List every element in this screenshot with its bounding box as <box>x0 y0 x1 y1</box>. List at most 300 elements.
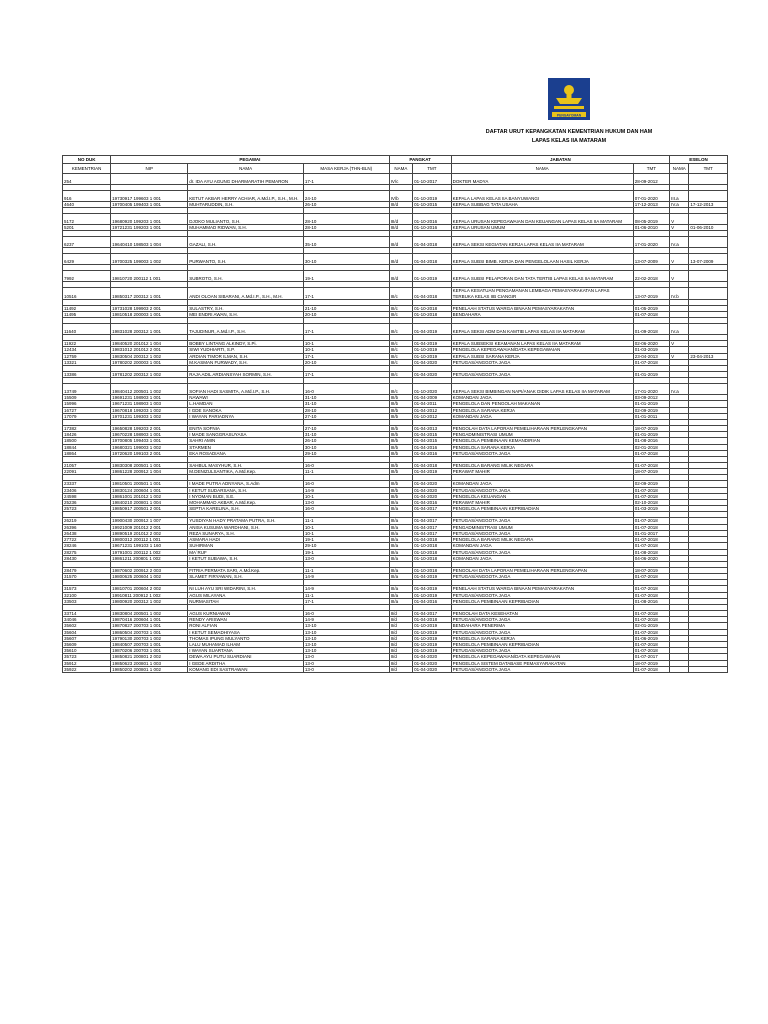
cell-jabatan: PENGADMINISTRASI UMUM <box>451 524 633 530</box>
cell-masa-kerja: 20-10 <box>303 359 389 365</box>
cell-jabatan-tmt: 02-01-2018 <box>633 444 669 450</box>
cell-eselon-tmt: 17-12-2013 <box>689 202 728 208</box>
cell-jabatan: PENGELOLA PEMBINAAN KEPRIBADIAN <box>451 598 633 604</box>
col-eselon: ESELON <box>670 156 728 164</box>
cell-pangkat: III/b <box>389 432 413 438</box>
cell-pangkat-tmt: 01-04-2013 <box>413 426 452 432</box>
cell-pangkat-tmt: 01-04-2019 <box>413 324 452 335</box>
cell-pangkat-tmt: 01-10-2019 <box>413 635 452 641</box>
cell-nip: 19830804 200501 1 002 <box>111 610 188 616</box>
cell-pangkat-tmt: 01-10-2018 <box>413 555 452 561</box>
cell-kementrian: 18500 <box>63 438 111 444</box>
cell-pangkat-tmt: 01-10-2019 <box>413 623 452 629</box>
cell-eselon-tmt <box>689 191 728 202</box>
cell-nama: NAWAWI <box>188 395 304 401</box>
cell-kementrian: 6429 <box>63 254 111 265</box>
cell-kementrian: 35610 <box>63 648 111 654</box>
cell-masa-kerja: 17-1 <box>303 598 389 604</box>
col-pangkat-nama: NAMA <box>389 164 413 174</box>
cell-pangkat: III/b <box>389 426 413 432</box>
cell-kementrian: 13749 <box>63 384 111 395</box>
cell-nip: 19831012 201012 2 001 <box>111 347 188 353</box>
cell-jabatan-tmt: 02-10-2018 <box>633 500 669 506</box>
col-kementrian: KEMENTRIAN <box>63 164 111 174</box>
cell-nip: 19691231 198903 1 001 <box>111 395 188 401</box>
col-masa-kerja: MASA KERJA (THN-BLN) <box>303 164 389 174</box>
cell-pangkat: III/b <box>389 401 413 407</box>
cell-masa-kerja: 24-10 <box>303 191 389 202</box>
cell-pangkat: II/d <box>389 648 413 654</box>
cell-jabatan: PENGOLAH DATA LAPORAN PEMELIHARAAN PERLENGKAPAN <box>451 426 633 432</box>
cell-kementrian: 11495 <box>63 312 111 318</box>
cell-pangkat: II/d <box>389 623 413 629</box>
cell-masa-kerja: 10-1 <box>303 341 389 347</box>
cell-kementrian: 25723 <box>63 506 111 512</box>
cell-pangkat-tmt: 01-04-2015 <box>413 432 452 438</box>
cell-pangkat: III/c <box>389 372 413 378</box>
cell-masa-kerja: 35-10 <box>303 237 389 248</box>
cell-nama: SAHRI AMIN <box>188 438 304 444</box>
cell-nama: YUSDIYAN HADY PRATAMA PUTRA, S.H. <box>188 518 304 524</box>
cell-jabatan: PETUGAS/ANGGOTA JAGA <box>451 549 633 555</box>
cell-jabatan-tmt: 04-06-2020 <box>633 555 669 561</box>
cell-nama: M.KASMAN FURWADY, S.H. <box>188 359 304 365</box>
cell-pangkat-tmt: 01-10-2015 <box>413 202 452 208</box>
cell-eselon: IV.a <box>670 384 689 395</box>
cell-jabatan-tmt: 01-07-2018 <box>633 359 669 365</box>
cell-jabatan-tmt: 01-07-2018 <box>633 524 669 530</box>
cell-pangkat: III/d <box>389 225 413 231</box>
cell-jabatan-tmt: 01-07-2018 <box>633 617 669 623</box>
cell-jabatan: KEPALA URUSAN KEPEGAWAIAN DAN KEUANGAN LAPAS KELAS IIA MATARAM <box>451 214 633 225</box>
cell-pangkat: III/b <box>389 493 413 499</box>
cell-pangkat: III/c <box>389 359 413 365</box>
cell-nip: 19810518 200003 1 001 <box>111 312 188 318</box>
cell-jabatan-tmt: 23-04-2013 <box>633 353 669 359</box>
col-jabatan-nama: NAMA <box>451 164 633 174</box>
cell-kementrian: 22091 <box>63 469 111 475</box>
cell-pangkat-tmt: 01-04-2020 <box>413 487 452 493</box>
cell-jabatan: BENDAHARA <box>451 312 633 318</box>
cell-pangkat-tmt: 01-04-2017 <box>413 506 452 512</box>
cell-masa-kerja: 16-0 <box>303 481 389 487</box>
cell-nama: SAHBUL MASYHUR, S.H. <box>188 463 304 469</box>
cell-kementrian: 28246 <box>63 543 111 549</box>
cell-pangkat-tmt: 01-04-2017 <box>413 524 452 530</box>
cell-nip: 19720620 199103 2 001 <box>111 450 188 456</box>
cell-eselon: V <box>670 271 689 282</box>
cell-nip: 19870602 200912 2 003 <box>111 567 188 573</box>
cell-pangkat-tmt: 01-04-2009 <box>413 395 452 401</box>
cell-masa-kerja: 17-1 <box>303 174 389 185</box>
cell-pangkat: II/d <box>389 610 413 616</box>
duk-table <box>62 155 728 673</box>
cell-eselon: V <box>670 341 689 347</box>
cell-masa-kerja: 19-1 <box>303 271 389 282</box>
cell-jabatan-tmt: 28-09-2012 <box>633 174 669 185</box>
cell-kementrian: 35922 <box>63 666 111 672</box>
table-row <box>63 174 728 185</box>
cell-jabatan: PETUGAS/ANGGOTA JAGA <box>451 450 633 456</box>
cell-pangkat: II/d <box>389 617 413 623</box>
cell-jabatan-tmt: 01-01-2011 <box>633 413 669 419</box>
cell-pangkat-tmt: 01-04-2019 <box>413 341 452 347</box>
cell-pangkat: III/c <box>389 324 413 335</box>
cell-kementrian: 35609 <box>63 641 111 647</box>
cell-kementrian: 11640 <box>63 324 111 335</box>
cell-pangkat: II/d <box>389 660 413 666</box>
cell-nip: 19781202 200312 1 002 <box>111 372 188 378</box>
cell-jabatan: PETUGAS/ANGGOTA JAGA <box>451 372 633 378</box>
cell-masa-kerja: 16-0 <box>303 610 389 616</box>
col-pangkat-tmt: TMT <box>413 164 452 174</box>
cell-jabatan-tmt: 01-07-2018 <box>633 586 669 592</box>
cell-masa-kerja: 16-0 <box>303 506 389 512</box>
cell-pangkat: III/a <box>389 530 413 536</box>
cell-nip: 19830504 200312 1 002 <box>111 353 188 359</box>
cell-nip: 19840507 200703 1 001 <box>111 641 188 647</box>
cell-jabatan-tmt: 17-12-2013 <box>633 202 669 208</box>
cell-kementrian: 23406 <box>63 487 111 493</box>
cell-nama: I KETUT SUBAWA, S.H. <box>188 555 304 561</box>
cell-masa-kerja: 30-10 <box>303 444 389 450</box>
table-header-row-2 <box>63 164 728 174</box>
cell-masa-kerja: 17-1 <box>303 353 389 359</box>
cell-jabatan: PENGELOLA SISTEM DATABASE PEMASYARAKATAN <box>451 660 633 666</box>
cell-pangkat-tmt: 01-10-2018 <box>413 549 452 555</box>
cell-pangkat-tmt: 01-04-2019 <box>413 469 452 475</box>
cell-nama: BOBBY LINTANG ALKINDY, S.Pi. <box>188 341 304 347</box>
cell-nip: 19700805 199403 1 001 <box>111 438 188 444</box>
cell-pangkat: III/b <box>389 463 413 469</box>
cell-kementrian: 35604 <box>63 629 111 635</box>
col-jabatan: JABATAN <box>451 156 669 164</box>
cell-kementrian: 33503 <box>63 598 111 604</box>
cell-pangkat-tmt: 01-04-2011 <box>413 401 452 407</box>
col-eselon-nama: NAMA <box>670 164 689 174</box>
cell-pangkat-tmt: 01-04-2017 <box>413 610 452 616</box>
cell-jabatan-tmt: 08-05-2019 <box>633 214 669 225</box>
cell-nama: I MADE SANGGRASUYASA <box>188 432 304 438</box>
cell-pangkat: III/b <box>389 395 413 401</box>
pengayoman-logo-icon <box>546 76 592 122</box>
cell-masa-kerja: 26-10 <box>303 438 389 444</box>
cell-jabatan: BENDAHARA PENERIMA <box>451 623 633 629</box>
cell-nip: 19830308 200501 1 001 <box>111 463 188 469</box>
cell-masa-kerja: 13-0 <box>303 666 389 672</box>
cell-eselon: IV.b <box>670 288 689 299</box>
cell-kementrian: 35607 <box>63 635 111 641</box>
cell-pangkat: III/d <box>389 214 413 225</box>
cell-nip: 19870827 200703 1 001 <box>111 623 188 629</box>
cell-eselon-tmt <box>689 271 728 282</box>
cell-jabatan-tmt: 01-01-2019 <box>633 401 669 407</box>
cell-masa-kerja: 29-10 <box>303 450 389 456</box>
cell-nip: 19840210 200801 1 004 <box>111 500 188 506</box>
cell-eselon-tmt: 01-06-2010 <box>689 225 728 231</box>
cell-jabatan-tmt: 01-07-2018 <box>633 574 669 580</box>
cell-jabatan-tmt: 17-01-2020 <box>633 237 669 248</box>
cell-jabatan: PENGELOLA SARANA KERJA <box>451 635 633 641</box>
cell-jabatan-tmt: 01-07-2018 <box>633 648 669 654</box>
cell-nama: TAJUDINUR, A.Md.I.P., S.H. <box>188 324 304 335</box>
cell-nama: STARMEN <box>188 444 304 450</box>
cell-masa-kerja: 16-0 <box>303 384 389 395</box>
cell-pangkat: III/b <box>389 450 413 456</box>
cell-nama: SUHIRMAN <box>188 543 304 549</box>
cell-nip: 19850623 200801 1 003 <box>111 660 188 666</box>
cell-pangkat-tmt: 01-10-2016 <box>413 225 452 231</box>
cell-kementrian: 13321 <box>63 359 111 365</box>
cell-eselon <box>670 174 689 185</box>
cell-jabatan-tmt: 13-07-2019 <box>633 288 669 299</box>
cell-nama: DEWA AYU PUTU SUARDIANI <box>188 654 304 660</box>
cell-kementrian: 15996 <box>63 401 111 407</box>
cell-nama: ANISA KUSUMA WARDHANI, S.H. <box>188 524 304 530</box>
cell-pangkat: III/b <box>389 481 413 487</box>
cell-jabatan-tmt: 07-01-2020 <box>633 191 669 202</box>
cell-masa-kerja: 10-1 <box>303 493 389 499</box>
table-row <box>63 237 728 248</box>
cell-jabatan-tmt: 18-07-2019 <box>633 567 669 573</box>
cell-jabatan: KEPALA KESATUAN PENGAMANAN LEMBAGA PEMASYARAKATAN LAPAS TERBUKA KELAS IIB CIANGIR <box>451 288 633 299</box>
cell-pangkat: III/b <box>389 413 413 419</box>
cell-nip: 19870416 200604 1 001 <box>111 617 188 623</box>
cell-jabatan: KEPALA URUSAN UMUM <box>451 225 633 231</box>
cell-nama: AGUS MILAYANA <box>188 592 304 598</box>
cell-jabatan-tmt: 01-08-2018 <box>633 549 669 555</box>
cell-masa-kerja: 11-1 <box>303 518 389 524</box>
cell-kementrian: 11492 <box>63 305 111 311</box>
cell-nip: 19830124 200604 1 001 <box>111 487 188 493</box>
cell-masa-kerja: 28-10 <box>303 225 389 231</box>
cell-eselon-tmt <box>689 174 728 185</box>
cell-pangkat: II/d <box>389 635 413 641</box>
cell-kementrian: 4640 <box>63 202 111 208</box>
cell-jabatan: PENELAAH STATUS WARGA BINAAN PEMASYARAKATAN <box>451 305 633 311</box>
cell-kementrian: 5172 <box>63 214 111 225</box>
cell-nama: REZA SUNARYA, S.H. <box>188 530 304 536</box>
cell-pangkat-tmt: 01-04-2020 <box>413 372 452 378</box>
cell-pangkat: III/c <box>389 341 413 347</box>
cell-masa-kerja: 20-10 <box>303 312 389 318</box>
cell-jabatan-tmt: 01-06-2010 <box>633 225 669 231</box>
cell-jabatan-tmt: 01-03-2019 <box>633 506 669 512</box>
cell-nama: ENITA SOFNIA <box>188 426 304 432</box>
cell-masa-kerja: 13-10 <box>303 648 389 654</box>
cell-jabatan: KEPALA SUBSI PELAPORAN DAN TATA TERTIB LAPAS KELAS IIA MATARAM <box>451 271 633 282</box>
cell-jabatan-tmt: 01-06-2019 <box>633 635 669 641</box>
cell-nama: FITRIA PERMATA SARI, A.Md.Kep. <box>188 567 304 573</box>
cell-pangkat-tmt: 01-04-2012 <box>413 407 452 413</box>
cell-jabatan-tmt: 22-02-2018 <box>633 271 669 282</box>
cell-kementrian: 17079 <box>63 413 111 419</box>
cell-pangkat-tmt: 01-04-2018 <box>413 237 452 248</box>
cell-pangkat: III/a <box>389 543 413 549</box>
cell-pangkat-tmt: 01-10-2019 <box>413 648 452 654</box>
table-row <box>63 214 728 225</box>
cell-pangkat-tmt: 01-10-2019 <box>413 629 452 635</box>
cell-nama: ANDI OLOAN SIBARANI, A.Md.I.P., S.H., M.H. <box>188 288 304 299</box>
cell-nip: 19640410 198503 1 004 <box>111 237 188 248</box>
cell-nip: 19870206 200703 1 001 <box>111 648 188 654</box>
col-nip: NIP <box>111 164 188 174</box>
cell-pangkat: II/d <box>389 641 413 647</box>
cell-nama: GAZALI, S.H. <box>188 237 304 248</box>
cell-nip: 19900430 200912 1 007 <box>111 518 188 524</box>
cell-pangkat: III/b <box>389 444 413 450</box>
cell-nama: KETUT AKBAR HERRY ACHIAR, A.Md.I.P., S.H., M.H. <box>188 191 304 202</box>
cell-pangkat-tmt: 01-04-2018 <box>413 288 452 299</box>
cell-jabatan: PENGELOLA SARANA KERJA <box>451 407 633 413</box>
cell-pangkat: III/a <box>389 524 413 530</box>
cell-jabatan: PETUGAS/ANGGOTA JAGA <box>451 592 633 598</box>
cell-pangkat-tmt: 01-10-2019 <box>413 353 452 359</box>
cell-masa-kerja: 13-10 <box>303 623 389 629</box>
cell-pangkat-tmt: 01-04-2018 <box>413 617 452 623</box>
cell-nama: I WAYAN PARIADNYA <box>188 413 304 419</box>
cell-nip: 19850317 200312 1 001 <box>111 288 188 299</box>
cell-nama: RENDY ARISWAN <box>188 617 304 623</box>
cell-jabatan-tmt: 18-07-2019 <box>633 469 669 475</box>
cell-jabatan: PETUGAS/ANGGOTA JAGA <box>451 530 633 536</box>
cell-jabatan: KOMANDAN JAGA <box>451 481 633 487</box>
cell-nama: PURWANTO, S.H. <box>188 254 304 265</box>
cell-kementrian: 11922 <box>63 341 111 347</box>
cell-masa-kerja: 28-10 <box>303 407 389 413</box>
table-row <box>63 324 728 335</box>
cell-pangkat-tmt: 01-04-2017 <box>413 518 452 524</box>
cell-nama: LALU MUHAMAD ILHAM <box>188 641 304 647</box>
cell-jabatan: KEPALA SEKSI BIMBINGAN NAPI/ANAK DIDIK LAPAS KELAS IIA MATARAM <box>451 384 633 395</box>
cell-kementrian: 254 <box>63 174 111 185</box>
cell-pangkat: IV/c <box>389 174 413 185</box>
cell-masa-kerja: 13-10 <box>303 635 389 641</box>
table-row <box>63 191 728 202</box>
cell-masa-kerja: 13-10 <box>303 641 389 647</box>
cell-masa-kerja: 26-10 <box>303 202 389 208</box>
cell-nip: 19840412 200501 1 002 <box>111 384 188 395</box>
cell-jabatan: KOMANDAN JAGA <box>451 413 633 419</box>
cell-pangkat-tmt: 01-04-2017 <box>413 530 452 536</box>
cell-nama: ARDIAN TIMOR ILMAN, S.H. <box>188 353 304 359</box>
cell-pangkat-tmt: 01-04-2020 <box>413 654 452 660</box>
cell-jabatan: PENGELOLA KEPEGAWAIAN/DATA KEPEGAWAIAN <box>451 347 633 353</box>
cell-nip: 19780202 200003 1 001 <box>111 359 188 365</box>
logo-text: PENGAYOMAN <box>556 113 582 118</box>
cell-nip <box>111 174 188 185</box>
cell-jabatan: KOMANDAN JAGA <box>451 555 633 561</box>
cell-nip: 19650828 199203 2 001 <box>111 426 188 432</box>
table-body <box>63 174 728 673</box>
cell-jabatan-tmt: 01-05-2019 <box>633 305 669 311</box>
cell-jabatan-tmt: 02-09-2019 <box>633 407 669 413</box>
cell-jabatan: PETUGAS/ANGGOTA JAGA <box>451 518 633 524</box>
cell-pangkat-tmt: 01-10-2019 <box>413 641 452 647</box>
cell-masa-kerja: 14-9 <box>303 617 389 623</box>
cell-nip: 19721231 199203 1 001 <box>111 225 188 231</box>
cell-eselon: V <box>670 214 689 225</box>
cell-jabatan: PETUGAS/ANGGOTA JAGA <box>451 666 633 672</box>
cell-nip: 19790130 200703 1 002 <box>111 635 188 641</box>
cell-jabatan: KEPALA LAPAS KELAS IIA BANYUWANGI <box>451 191 633 202</box>
cell-jabatan-tmt: 01-07-2018 <box>633 610 669 616</box>
cell-kementrian: 35723 <box>63 654 111 660</box>
cell-jabatan-tmt: 03-09-2012 <box>633 395 669 401</box>
cell-masa-kerja: 19-1 <box>303 537 389 543</box>
cell-nip: 19921009 201012 2 001 <box>111 524 188 530</box>
cell-jabatan: KEPALA SUBSEKSI KEAMANAN LAPAS KELAS IIA MATARAM <box>451 341 633 347</box>
cell-jabatan: PENGELOLA DAN PENGOLAH MAKANAN <box>451 401 633 407</box>
cell-nama: SLAMET FIRYAWAN, S.H. <box>188 574 304 580</box>
cell-eselon-tmt <box>689 237 728 248</box>
cell-pangkat-tmt: 01-04-2020 <box>413 481 452 487</box>
cell-nip: 19671231 199103 1 160 <box>111 543 188 549</box>
cell-nip: 19810720 200112 1 001 <box>111 271 188 282</box>
cell-nip: 19890519 201012 2 002 <box>111 530 188 536</box>
cell-jabatan-tmt: 01-07-2018 <box>633 312 669 318</box>
cell-nama: EKA ROSADIANA <box>188 450 304 456</box>
cell-nip: 19850917 200501 2 001 <box>111 506 188 512</box>
cell-jabatan: PENGELOLA BARANG MILIK NEGARA <box>451 463 633 469</box>
cell-jabatan: PENGOLAH DATA KESEHATAN <box>451 610 633 616</box>
cell-jabatan: PETUGAS/ANGGOTA JAGA <box>451 648 633 654</box>
cell-nama: NI LUH AYU SRI WIDARINI, S.H. <box>188 586 304 592</box>
cell-nip: 19861228 200912 1 004 <box>111 469 188 475</box>
cell-masa-kerja: 14-9 <box>303 586 389 592</box>
cell-pangkat: III/c <box>389 288 413 299</box>
cell-pangkat-tmt: 01-10-2019 <box>413 271 452 282</box>
cell-nip: 19861001 201012 1 002 <box>111 493 188 499</box>
cell-masa-kerja: 31-10 <box>303 401 389 407</box>
cell-jabatan-tmt: 01-07-2018 <box>633 537 669 543</box>
cell-nip: 19731028 199903 2 001 <box>111 305 188 311</box>
cell-jabatan-tmt: 01-07-2018 <box>633 463 669 469</box>
cell-jabatan: PETUGAS/ANGGOTA JAGA <box>451 574 633 580</box>
cell-jabatan: KEPALA SEKSI KEGIATAN KERJA LAPAS KELAS IIA MATARAM <box>451 237 633 248</box>
cell-eselon-tmt: 23-04-2013 <box>689 353 728 359</box>
cell-eselon: IV.a <box>670 237 689 248</box>
cell-jabatan: KEPALA SUBSI SARANA KERJA <box>451 353 633 359</box>
cell-pangkat: III/c <box>389 312 413 318</box>
cell-pangkat: III/c <box>389 353 413 359</box>
cell-pangkat-tmt: 01-04-2016 <box>413 500 452 506</box>
cell-jabatan: PERAWAT MAHIR <box>451 500 633 506</box>
cell-jabatan-tmt: 02-06-2020 <box>633 341 669 347</box>
cell-kementrian: 26438 <box>63 530 111 536</box>
cell-nama: SUBROTO, S.H. <box>188 271 304 282</box>
cell-masa-kerja: 19-1 <box>303 549 389 555</box>
cell-nip: 19670818 199203 1 002 <box>111 407 188 413</box>
cell-masa-kerja: 27-10 <box>303 426 389 432</box>
cell-pangkat: III/a <box>389 500 413 506</box>
cell-nip: 19700325 199003 1 002 <box>111 254 188 265</box>
cell-nip: 19910811 200912 1 002 <box>111 592 188 598</box>
cell-nama: I KETUT SUDARSANA, S.H. <box>188 487 304 493</box>
cell-masa-kerja: 31-10 <box>303 432 389 438</box>
col-pangkat: PANGKAT <box>389 156 451 164</box>
cell-pangkat-tmt: 01-04-2019 <box>413 586 452 592</box>
col-jabatan-tmt: TMT <box>633 164 669 174</box>
cell-nama: RAJA ADIL ARDIANSYAH SORMIN, S.H. <box>188 372 304 378</box>
cell-masa-kerja: 31-10 <box>303 395 389 401</box>
cell-kementrian: 10516 <box>63 288 111 299</box>
cell-nama: SULASTRY, S.H. <box>188 305 304 311</box>
col-no-duk: NO DUK <box>63 156 111 164</box>
cell-masa-kerja: 13-0 <box>303 660 389 666</box>
cell-kementrian: 28430 <box>63 555 111 561</box>
cell-masa-kerja: 17-1 <box>303 288 389 299</box>
